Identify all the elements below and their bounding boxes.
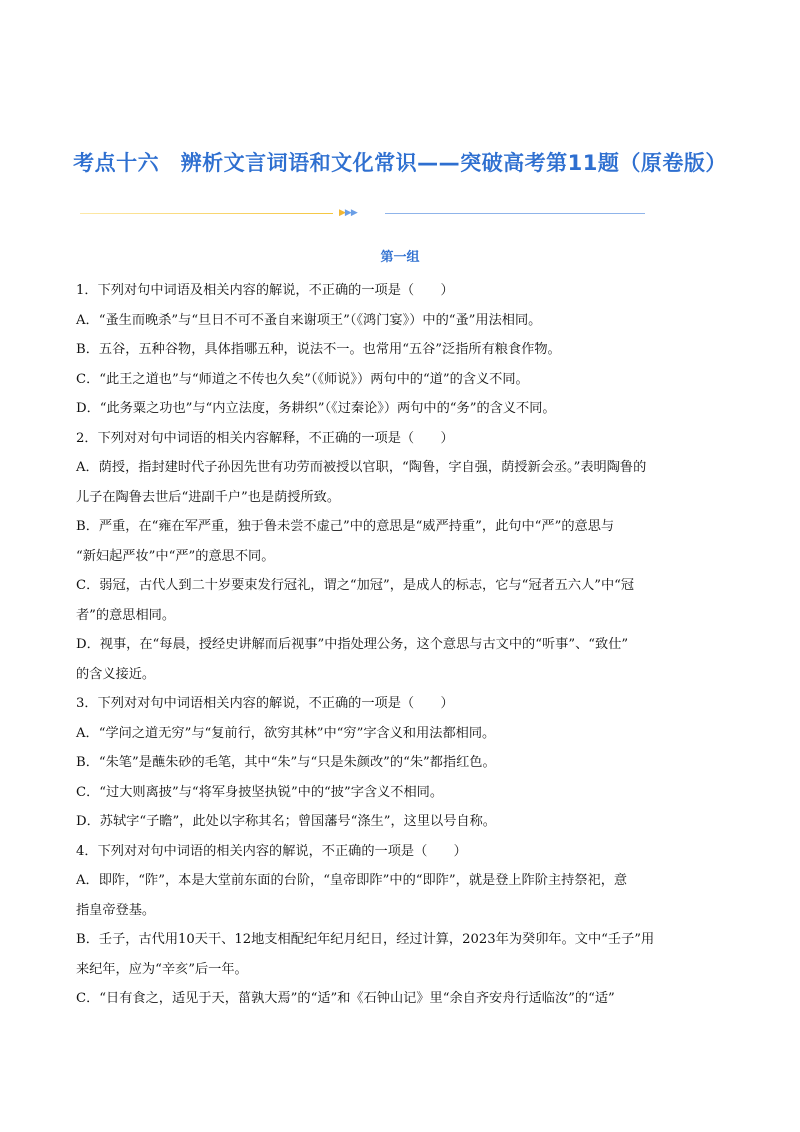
text-line: B．“朱笔”是蘸朱砂的毛笔，其中“朱”与“只是朱颜改”的“朱”都指红色。	[76, 755, 496, 770]
text-line: C．“此王之道也”与“师道之不传也久矣”（《师说》）两句中的“道”的含义不同。	[76, 371, 529, 387]
divider-line-left	[80, 213, 333, 214]
text-line: A．“蚤生而晚杀”与“旦日不可不蚤自来谢项王”（《鸿门宴》）中的“蚤”用法相同。	[76, 312, 542, 328]
text-line: 者”的意思相同。	[76, 607, 176, 623]
text-line: B．壬子，古代用10天干、12地支相配纪年纪月纪日，经过计算，2023年为癸卯年。文中“壬子”用	[76, 932, 655, 947]
text-line: 3．下列对对句中词语相关内容的解说，不正确的一项是（ ）	[76, 696, 454, 711]
text-line: 1．下列对句中词语及相关内容的解说，不正确的一项是（ ）	[76, 283, 454, 298]
text-line: C．“过大则离披”与“将军身披坚执锐”中的“披”字含义不相同。	[76, 784, 444, 800]
text-line: C．弱冠，古代人到二十岁要束发行冠礼，谓之“加冠”，是成人的标志，它与“冠者五六人”中“冠	[76, 578, 635, 593]
section-title: 第一组	[380, 250, 420, 265]
text-line: B．五谷，五种谷物，具体指哪五种，说法不一。也常用“五谷”泛指所有粮食作物。	[76, 342, 561, 357]
text-line: D．苏轼字“子瞻”，此处以字称其名；曾国藩号“涤生”，这里以号自称。	[76, 814, 496, 829]
text-line: A．“学问之道无穷”与“复前行，欲穷其林”中“穷”字含义和用法都相同。	[76, 725, 496, 741]
page-title: 考点十六 辨析文言词语和文化常识——突破高考第11题（原卷版）	[73, 151, 727, 175]
text-line: A．即阼，“阼”，本是大堂前东面的台阶，“皇帝即阼”中的“即阼”，就是登上阼阶主持祭祀，意	[76, 873, 628, 888]
question-text	[76, 276, 730, 1014]
title-divider	[80, 207, 645, 219]
divider-line-right	[385, 213, 645, 214]
text-line: 来纪年，应为“辛亥”后一年。	[76, 961, 248, 977]
text-line: D．“此务粟之功也”与“内立法度，务耕织”（《过秦论》）两句中的“务”的含义不同。	[76, 401, 556, 416]
text-line: A．荫授，指封建时代子孙因先世有功劳而被授以官职，“陶鲁，字自强，荫授新会丞。”表明陶鲁的	[76, 460, 647, 475]
text-line: 2．下列对对句中词语的相关内容解释，不正确的一项是（ ）	[76, 430, 454, 446]
text-line: 的含义接近。	[76, 666, 156, 682]
text-line: B．严重，在“雍在军严重，独于鲁未尝不虚己”中的意思是“威严持重”，此句中“严”的意思与	[76, 519, 615, 534]
text-line: 指皇帝登基。	[76, 902, 156, 918]
text-line: 儿子在陶鲁去世后“进副千户”也是荫授所致。	[76, 489, 341, 505]
arrow-icon: ▶▶▶	[339, 208, 357, 218]
text-line: D．视事，在“每晨，授经史讲解而后视事”中指处理公务，这个意思与古文中的“听事”、“致仕”	[76, 637, 629, 652]
text-line: 4．下列对对句中词语的相关内容的解说，不正确的一项是（ ）	[76, 843, 467, 859]
text-line: “新妇起严妆”中“严”的意思不同。	[76, 548, 275, 564]
text-line: C．“日有食之，适见于天，菑孰大焉”的“适”和《石钟山记》里“余自齐安舟行适临汝”的“适”	[76, 991, 615, 1006]
